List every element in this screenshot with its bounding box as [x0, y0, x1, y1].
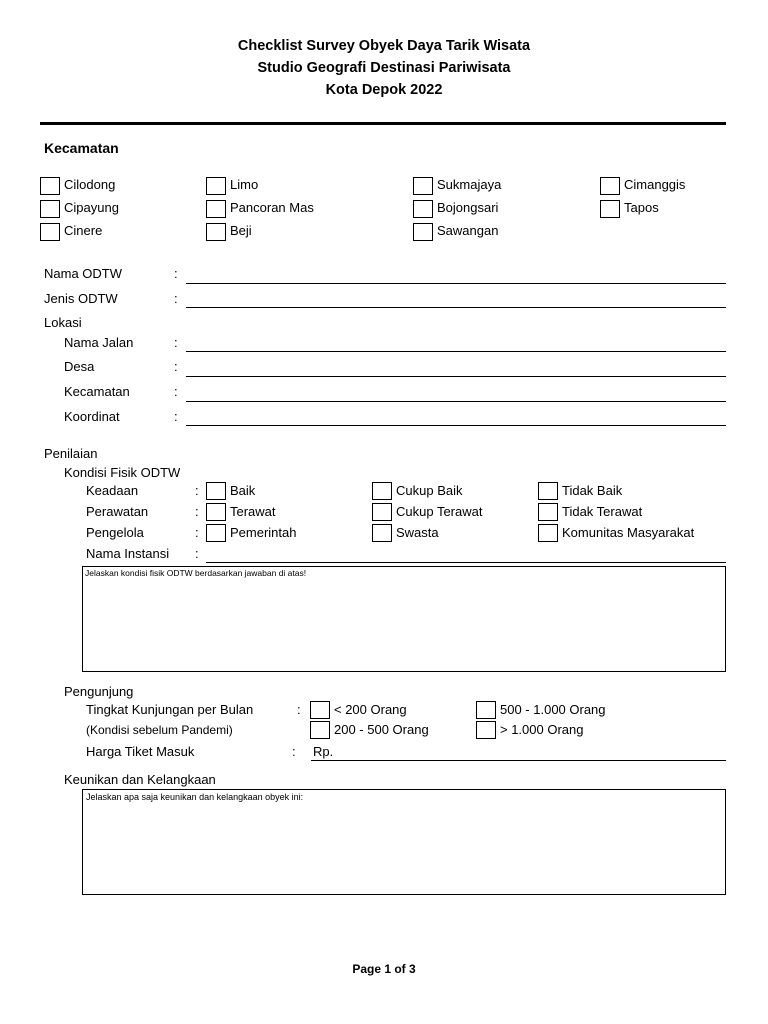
colon: :	[195, 483, 199, 498]
document-subtitle: Studio Geografi Destinasi Pariwisata	[257, 60, 511, 76]
checkbox-cinere[interactable]	[40, 223, 60, 241]
colon: :	[174, 335, 178, 350]
nama-jalan-label: Nama Jalan	[64, 335, 134, 350]
checkbox-200-500[interactable]	[310, 721, 330, 739]
checkbox-sawangan[interactable]	[413, 223, 433, 241]
option-label: Pemerintah	[230, 525, 297, 540]
option-label: Sukmajaya	[437, 177, 502, 192]
option-label: Bojongsari	[437, 200, 499, 215]
keadaan-label: Keadaan	[86, 483, 139, 498]
checkbox-cipayung[interactable]	[40, 200, 60, 218]
nama-odtw-label: Nama ODTW	[44, 266, 122, 281]
nama-instansi-field[interactable]	[206, 562, 726, 563]
lokasi-label: Lokasi	[44, 315, 82, 330]
jenis-odtw-field[interactable]	[186, 307, 726, 308]
colon: :	[297, 702, 301, 717]
penilaian-heading: Penilaian	[44, 446, 98, 461]
option-label: Cukup Terawat	[396, 504, 483, 519]
desa-label: Desa	[64, 359, 95, 374]
document-title: Checklist Survey Obyek Daya Tarik Wisata	[237, 38, 531, 54]
header-divider	[40, 122, 726, 125]
option-label: Cukup Baik	[396, 483, 463, 498]
desa-field[interactable]	[186, 376, 726, 377]
checkbox-lt-200[interactable]	[310, 701, 330, 719]
perawatan-label: Perawatan	[86, 504, 149, 519]
jenis-odtw-label: Jenis ODTW	[44, 291, 118, 306]
checkbox-cimanggis[interactable]	[600, 177, 620, 195]
checkbox-komunitas-masyarakat[interactable]	[538, 524, 558, 542]
option-label: Baik	[230, 483, 256, 498]
colon: :	[174, 291, 178, 306]
option-label: Tidak Terawat	[562, 504, 643, 519]
koordinat-field[interactable]	[186, 425, 726, 426]
keunikan-textarea[interactable]	[82, 789, 726, 895]
keunikan-heading: Keunikan dan Kelangkaan	[64, 772, 216, 787]
rupiah-prefix: Rp.	[313, 744, 334, 759]
colon: :	[174, 266, 178, 281]
colon: :	[195, 504, 199, 519]
kecamatan-field-label: Kecamatan	[64, 384, 130, 399]
option-label: Beji	[230, 223, 252, 238]
option-label: Tapos	[624, 200, 659, 215]
nama-odtw-field[interactable]	[186, 283, 726, 284]
option-label: Tidak Baik	[562, 483, 623, 498]
option-label: Cipayung	[64, 200, 119, 215]
checkbox-limo[interactable]	[206, 177, 226, 195]
harga-tiket-field[interactable]	[311, 760, 726, 761]
checkbox-gt-1000[interactable]	[476, 721, 496, 739]
kondisi-sebelum-pandemi-label: (Kondisi sebelum Pandemi)	[86, 723, 233, 737]
checkbox-cilodong[interactable]	[40, 177, 60, 195]
koordinat-label: Koordinat	[64, 409, 120, 424]
colon: :	[195, 525, 199, 540]
colon: :	[195, 546, 199, 561]
colon: :	[292, 744, 296, 759]
pengelola-label: Pengelola	[86, 525, 144, 540]
nama-instansi-label: Nama Instansi	[86, 546, 170, 561]
checkbox-pemerintah[interactable]	[206, 524, 226, 542]
kondisi-fisik-heading: Kondisi Fisik ODTW	[64, 465, 181, 480]
option-label: Komunitas Masyarakat	[562, 525, 695, 540]
option-label: < 200 Orang	[334, 702, 407, 717]
page-number: Page 1 of 3	[352, 962, 416, 976]
tingkat-kunjungan-label: Tingkat Kunjungan per Bulan	[86, 702, 254, 717]
keunikan-hint: Jelaskan apa saja keunikan dan kelangkaan obyek ini:	[86, 792, 304, 802]
checkbox-cukup-baik[interactable]	[372, 482, 392, 500]
checkbox-pancoran-mas[interactable]	[206, 200, 226, 218]
checkbox-baik[interactable]	[206, 482, 226, 500]
option-label: 500 - 1.000 Orang	[500, 702, 606, 717]
colon: :	[174, 359, 178, 374]
checkbox-500-1000[interactable]	[476, 701, 496, 719]
option-label: Swasta	[396, 525, 439, 540]
option-label: Terawat	[230, 504, 276, 519]
checkbox-sukmajaya[interactable]	[413, 177, 433, 195]
colon: :	[174, 384, 178, 399]
kecamatan-heading: Kecamatan	[44, 140, 119, 156]
checkbox-tidak-terawat[interactable]	[538, 503, 558, 521]
document-subtitle-year: Kota Depok 2022	[325, 82, 443, 98]
harga-tiket-label: Harga Tiket Masuk	[86, 744, 195, 759]
option-label: Cilodong	[64, 177, 116, 192]
option-label: Cinere	[64, 223, 103, 238]
colon: :	[174, 409, 178, 424]
checkbox-swasta[interactable]	[372, 524, 392, 542]
option-label: 200 - 500 Orang	[334, 722, 429, 737]
kecamatan-field[interactable]	[186, 401, 726, 402]
nama-jalan-field[interactable]	[186, 351, 726, 352]
option-label: > 1.000 Orang	[500, 722, 584, 737]
checkbox-tidak-baik[interactable]	[538, 482, 558, 500]
checkbox-bojongsari[interactable]	[413, 200, 433, 218]
checkbox-tapos[interactable]	[600, 200, 620, 218]
option-label: Sawangan	[437, 223, 499, 238]
option-label: Limo	[230, 177, 259, 192]
option-label: Pancoran Mas	[230, 200, 314, 215]
kondisi-fisik-textarea[interactable]	[82, 566, 726, 672]
option-label: Cimanggis	[624, 177, 686, 192]
kondisi-fisik-hint: Jelaskan kondisi fisik ODTW berdasarkan jawaban di atas!	[85, 568, 307, 578]
checkbox-cukup-terawat[interactable]	[372, 503, 392, 521]
checkbox-terawat[interactable]	[206, 503, 226, 521]
checkbox-beji[interactable]	[206, 223, 226, 241]
pengunjung-heading: Pengunjung	[64, 684, 134, 699]
